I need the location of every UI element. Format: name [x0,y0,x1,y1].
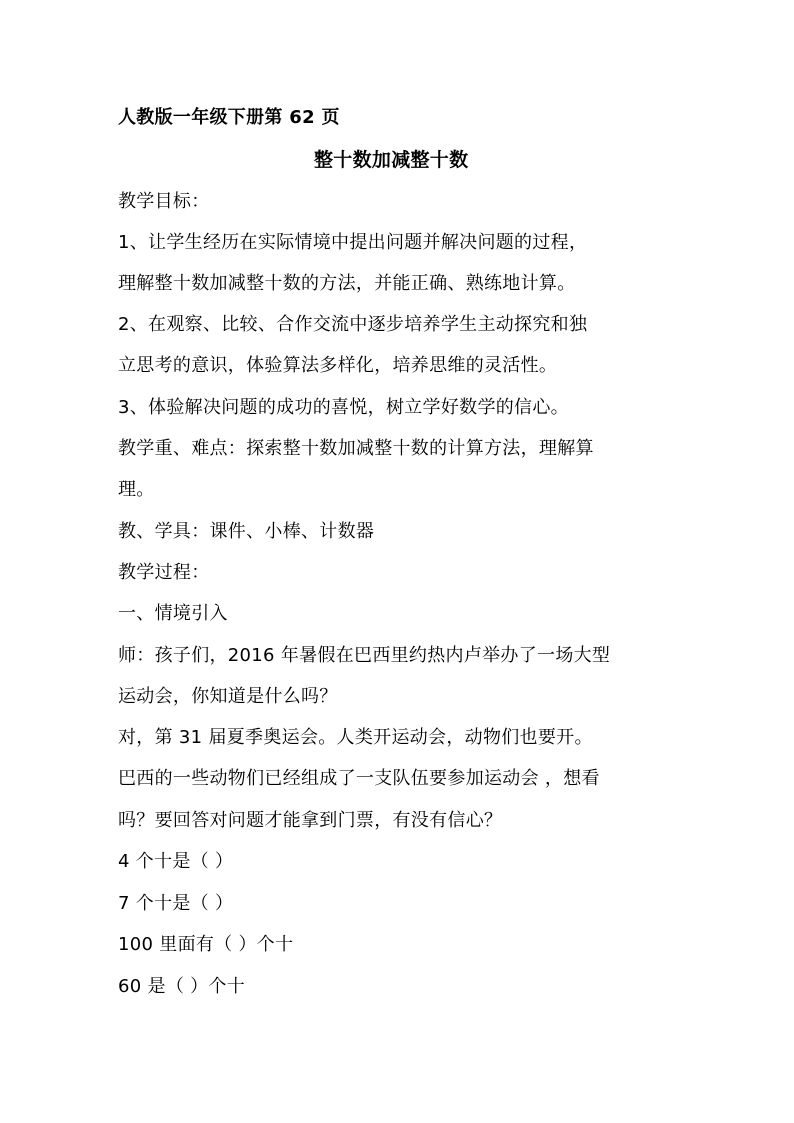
objective-1-line-1: 1、让学生经历在实际情境中提出问题并解决问题的过程， [118,232,588,253]
question-3: 100 里面有（ ）个十 [118,934,294,955]
teaching-aids: 教、学具：课件、小棒、计数器 [118,521,375,542]
paragraph-line-2: 巴西的一些动物们已经组成了一支队伍要参加运动会 ，想看 [118,768,600,789]
paragraph-line-3: 吗？要回答对问题才能拿到门票，有没有信心？ [118,810,503,831]
objective-1-line-2: 理解整十数加减整十数的方法，并能正确、熟练地计算。 [118,273,576,294]
key-points-line-2: 理。 [118,479,155,500]
source-reference: 人教版一年级下册第 62 页 [118,107,340,128]
question-4: 60 是（ ）个十 [118,976,246,997]
teacher-line-1: 师：孩子们，2016 年暑假在巴西里约热内卢举办了一场大型 [118,645,611,666]
key-points-line-1: 教学重、难点：探索整十数加减整十数的计算方法，理解算 [118,438,594,459]
question-2: 7 个十是（ ） [118,893,234,914]
objective-2-line-1: 2、在观察、比较、合作交流中逐步培养学生主动探究和独 [118,314,588,335]
question-1: 4 个十是（ ） [118,851,234,872]
objective-2-line-2: 立思考的意识，体验算法多样化，培养思维的灵活性。 [118,355,558,376]
section-heading-objectives: 教学目标： [118,191,210,212]
teacher-line-2: 运动会，你知道是什么吗？ [118,686,338,707]
lesson-title: 整十数加减整十数 [314,149,469,171]
objective-3: 3、体验解决问题的成功的喜悦，树立学好数学的信心。 [118,397,569,418]
section-heading-process: 教学过程： [118,562,210,583]
subsection-intro: 一、情境引入 [118,603,228,624]
paragraph-line-1: 对，第 31 届夏季奥运会。人类开运动会，动物们也要开。 [118,727,593,748]
